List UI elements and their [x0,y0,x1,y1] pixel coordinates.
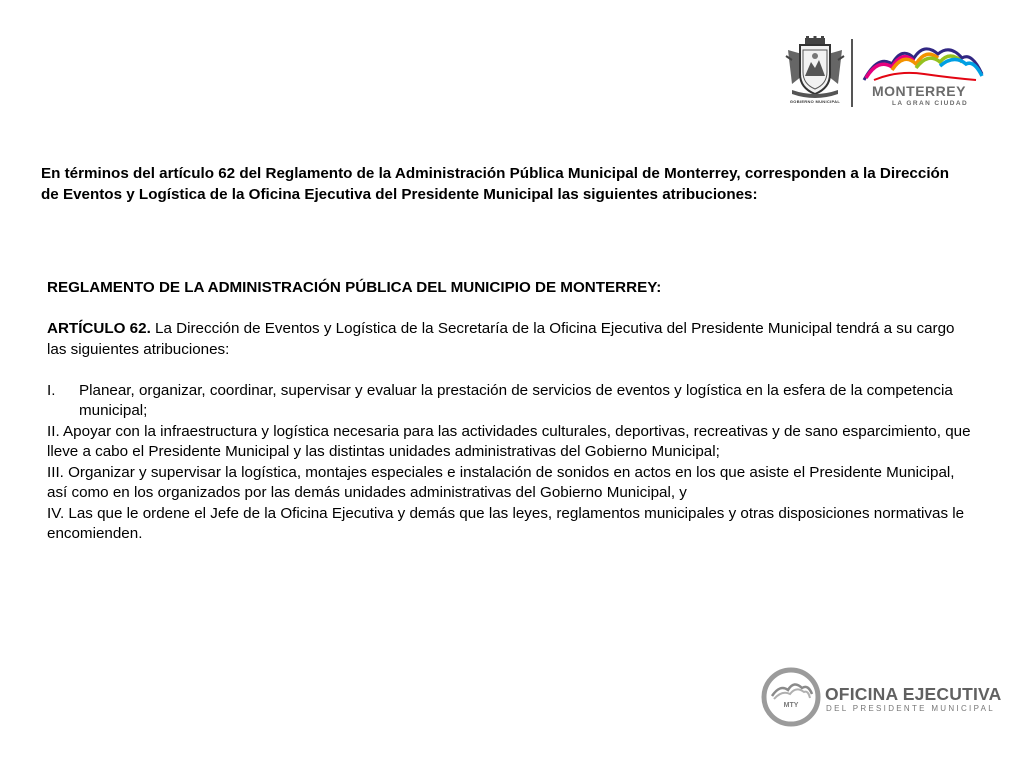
city-name: MONTERREY [872,83,966,99]
footer-subtitle: DEL PRESIDENTE MUNICIPAL [826,704,996,713]
intro-paragraph: En términos del artículo 62 del Reglamento de la Administración Pública Municipal de Monterrey, corresponden a la Dirección de Eventos y Logística de la Oficina Ejecutiva del Presidente Municipal las siguientes atribuciones: [41,165,950,203]
city-tagline: LA GRAN CIUDAD [892,100,969,107]
list-item [47,381,977,422]
municipal-seal [782,36,848,108]
list-item-text: Planear, organizar, coordinar, supervisar y evaluar la prestación de servicios de eventos y logística en la esfera de la competencia municipal; [79,381,953,419]
coat-of-arms-icon [782,36,848,98]
header-logos [782,36,992,112]
list-item-number: I. [47,381,56,399]
monterrey-mountain-icon [858,40,986,84]
mty-circle-icon [760,666,822,728]
list-item: IV. Las que le ordene el Jefe de la Oficina Ejecutiva y demás que las leyes, reglamentos municipales y otras disposiciones normativas le encomienden. [47,504,965,542]
oficina-ejecutiva-logo [760,666,1010,730]
article-label: ARTÍCULO 62. [47,320,151,337]
logo-divider [851,39,853,107]
article-text: La Dirección de Eventos y Logística de la Secretaría de la Oficina Ejecutiva del Presidente Municipal tendrá a su cargo las siguientes atribuciones: [47,320,955,358]
regulation-section [47,278,977,545]
footer-badge: MTY [783,702,799,709]
list-item: III. Organizar y supervisar la logística, montajes especiales e instalación de sonidos en actos en los que asiste el Presidente Municipal, así como en los organizados por las demás unidades administrativas del Gobierno Municipal, y [47,463,955,501]
attributions-list [47,381,977,545]
list-item: II. Apoyar con la infraestructura y logística necesaria para las actividades culturales, deportivas, recreativas y de sano esparcimiento, que lleve a cabo el Presidente Municipal y las distintas unidades administrativas del Gobierno Municipal; [47,422,971,460]
regulation-title: REGLAMENTO DE LA ADMINISTRACIÓN PÚBLICA DEL MUNICIPIO DE MONTERREY: [47,279,662,296]
article-paragraph [47,319,977,360]
footer-title: OFICINA EJECUTIVA [825,684,1002,704]
seal-caption: GOBIERNO MUNICIPAL [789,99,841,104]
monterrey-logo [858,40,986,110]
